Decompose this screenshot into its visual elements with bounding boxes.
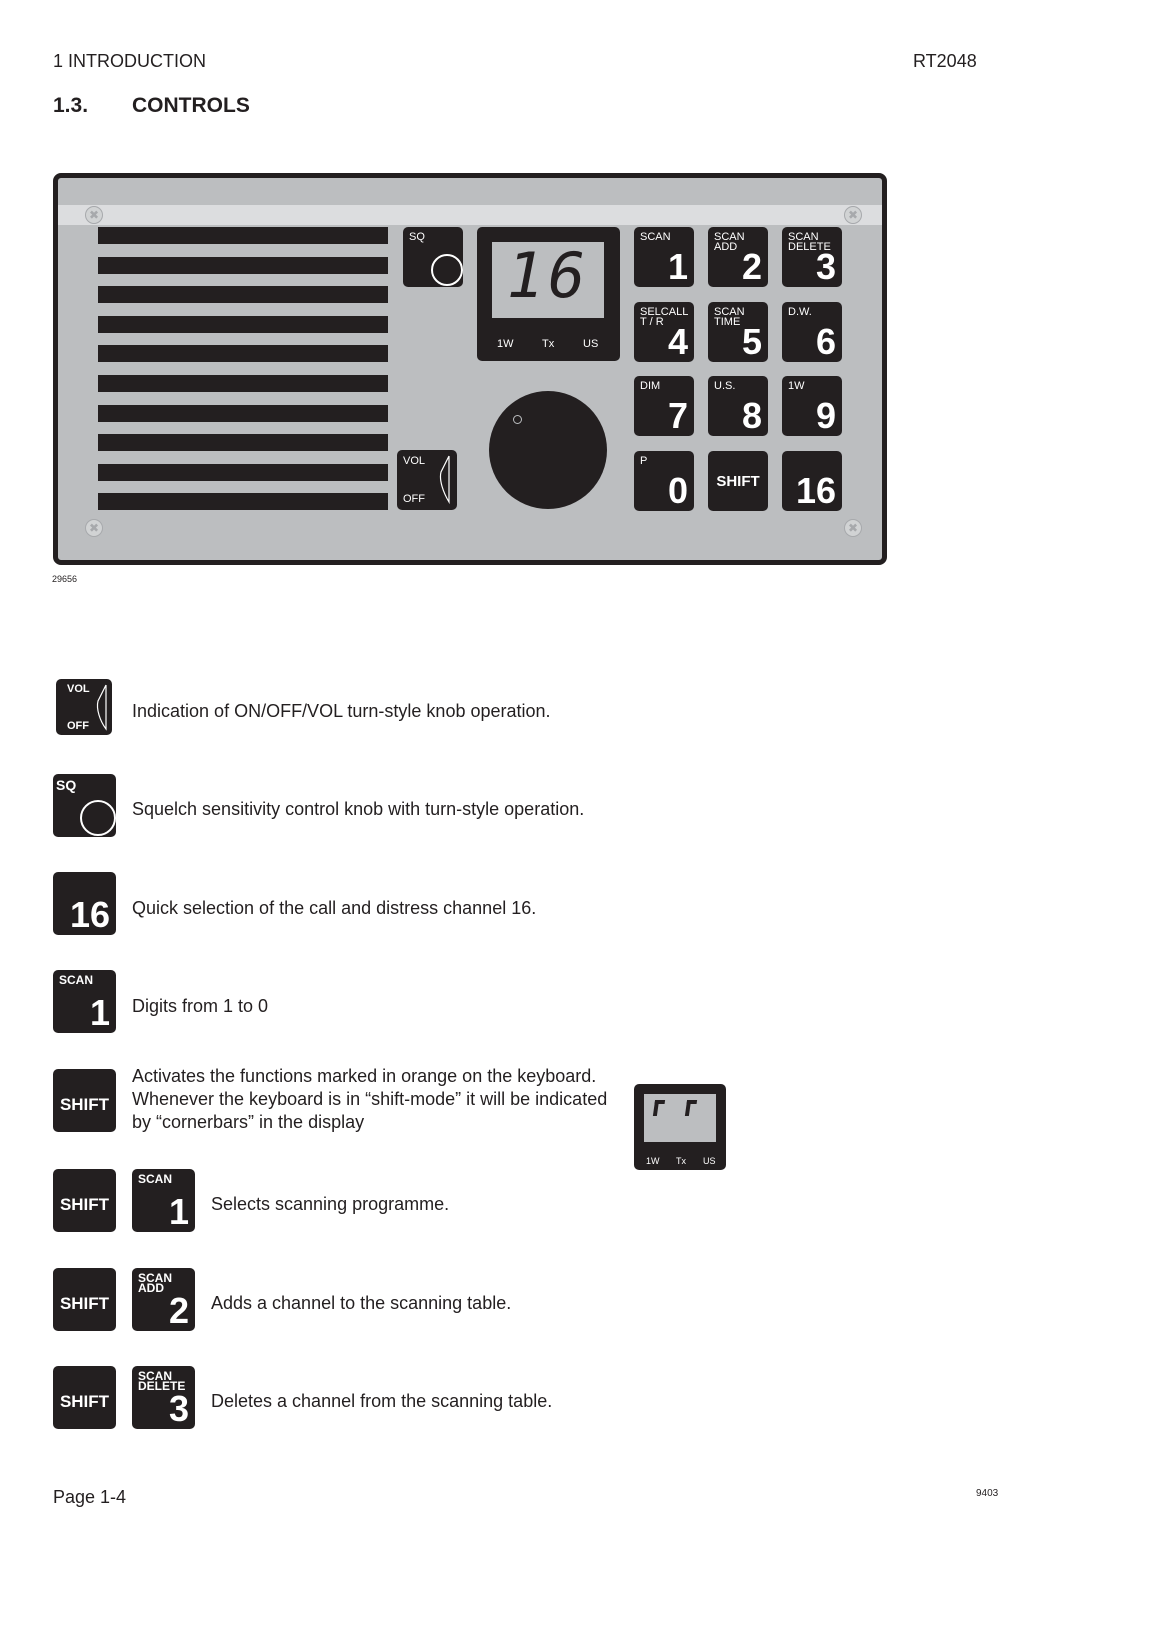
key-6[interactable] bbox=[782, 302, 842, 362]
key-digit: 1 bbox=[667, 246, 688, 287]
grille-bar bbox=[98, 316, 388, 333]
legend-text-sq: Squelch sensitivity control knob with turn-style operation. bbox=[132, 799, 585, 819]
legend-text-16: Quick selection of the call and distress channel 16. bbox=[132, 898, 537, 918]
display-channel: 16 bbox=[506, 239, 590, 312]
legend-shift-icon: SHIFT bbox=[53, 1069, 116, 1132]
legend-16-icon: 16 bbox=[53, 872, 116, 935]
grille-bar bbox=[98, 493, 388, 510]
channel-rotary-knob[interactable] bbox=[489, 391, 607, 509]
screw-icon: ✖ bbox=[85, 206, 103, 224]
legend-text-scan: Selects scanning programme. bbox=[211, 1194, 450, 1214]
key-label: 1W bbox=[788, 380, 805, 392]
key-digit: 0 bbox=[667, 469, 688, 511]
key-label: DIM bbox=[640, 380, 661, 392]
key-digit: 2 bbox=[741, 246, 762, 287]
indicator-us: US bbox=[583, 338, 599, 350]
key-digit: 7 bbox=[667, 395, 688, 436]
legend-sq-icon: SQ bbox=[53, 774, 116, 837]
legend-text-scan: Adds a channel to the scanning table. bbox=[211, 1293, 512, 1313]
vol-turn-icon bbox=[437, 454, 453, 504]
legend-shift-icon: SHIFT bbox=[53, 1169, 116, 1232]
key-3[interactable] bbox=[782, 227, 842, 287]
key-8[interactable] bbox=[708, 376, 768, 436]
off-label: OFF bbox=[403, 493, 425, 505]
section-header: 1 INTRODUCTION bbox=[53, 51, 206, 71]
legend-shift-icon: SHIFT bbox=[53, 1268, 116, 1331]
grille-bar bbox=[98, 286, 388, 303]
knob-circle-icon bbox=[431, 254, 463, 286]
sq-label: SQ bbox=[409, 231, 425, 243]
vol-label: VOL bbox=[403, 455, 426, 467]
cornerbars-display: 1W Tx US bbox=[634, 1084, 726, 1170]
key-label: D.W. bbox=[788, 305, 812, 318]
key-9[interactable] bbox=[782, 376, 842, 436]
legend-text-scan: Deletes a channel from the scanning table. bbox=[211, 1391, 553, 1411]
legend-vol-icon: VOL OFF bbox=[56, 679, 112, 735]
key-digit: 4 bbox=[667, 320, 688, 362]
key-7[interactable] bbox=[634, 376, 694, 436]
key-digit: 3 bbox=[815, 246, 836, 287]
legend-text-digits: Digits from 1 to 0 bbox=[132, 996, 269, 1016]
key-digit: 6 bbox=[815, 320, 836, 362]
legend-text-shift: Activates the functions marked in orange on the keyboard. Whenever the keyboard is in “shift-mode” it will be indicated by “cornerbars” in the display bbox=[132, 1066, 608, 1132]
key-label: U.S. bbox=[714, 380, 736, 392]
section-number: 1.3. bbox=[53, 94, 89, 117]
grille-bar bbox=[98, 227, 388, 244]
doc-code: 9403 bbox=[976, 1488, 999, 1499]
key-shift[interactable] bbox=[708, 451, 768, 511]
volume-knob[interactable] bbox=[397, 450, 457, 510]
grille-bar bbox=[98, 434, 388, 451]
grille-bar bbox=[98, 375, 388, 392]
grille-bar bbox=[98, 464, 388, 481]
grille-bar bbox=[98, 257, 388, 274]
legend-scan1-icon: SCAN 1 bbox=[53, 970, 116, 1033]
key-0[interactable] bbox=[634, 451, 694, 511]
grille-bar bbox=[98, 405, 388, 422]
screw-icon: ✖ bbox=[85, 519, 103, 537]
radio-front-panel bbox=[53, 173, 887, 565]
panel-strip bbox=[58, 205, 882, 225]
key-label: SCAN TIME bbox=[714, 305, 745, 328]
channel-display bbox=[477, 227, 620, 361]
indicator-1w: 1W bbox=[497, 338, 514, 350]
screw-icon: ✖ bbox=[844, 519, 862, 537]
key-5[interactable] bbox=[708, 302, 768, 362]
key-16[interactable] bbox=[782, 451, 842, 511]
knob-marker-icon bbox=[513, 415, 522, 424]
key-digit: 8 bbox=[741, 395, 762, 436]
key-1[interactable] bbox=[634, 227, 694, 287]
legend-scan-key-icon: SCAN DELETE 3 bbox=[132, 1366, 195, 1429]
screw-icon: ✖ bbox=[844, 206, 862, 224]
key-label: SCAN DELETE bbox=[788, 231, 831, 253]
indicator-tx: Tx bbox=[542, 338, 555, 350]
key-label: SCAN ADD bbox=[714, 231, 745, 253]
model-name: RT2048 bbox=[913, 51, 977, 71]
squelch-knob[interactable] bbox=[403, 227, 463, 287]
grille-bar bbox=[98, 345, 388, 362]
key-4[interactable] bbox=[634, 302, 694, 362]
key-digit: 16 bbox=[795, 469, 836, 511]
figure-id: 29656 bbox=[52, 574, 78, 584]
key-label: SHIFT bbox=[716, 472, 760, 490]
legend-text-vol: Indication of ON/OFF/VOL turn-style knob operation. bbox=[132, 701, 551, 721]
key-label: SELCALL T / R bbox=[640, 305, 688, 328]
key-2[interactable] bbox=[708, 227, 768, 287]
key-digit: 5 bbox=[741, 320, 762, 362]
legend-scan-key-icon: SCAN ADD 2 bbox=[132, 1268, 195, 1331]
legend-scan-key-icon: SCAN 1 bbox=[132, 1169, 195, 1232]
legend-shift-icon: SHIFT bbox=[53, 1366, 116, 1429]
key-label: SCAN bbox=[640, 231, 671, 243]
key-digit: 9 bbox=[815, 395, 836, 436]
page-number: Page 1-4 bbox=[53, 1487, 127, 1507]
key-label: P bbox=[640, 454, 648, 467]
page-title: CONTROLS bbox=[132, 94, 250, 117]
